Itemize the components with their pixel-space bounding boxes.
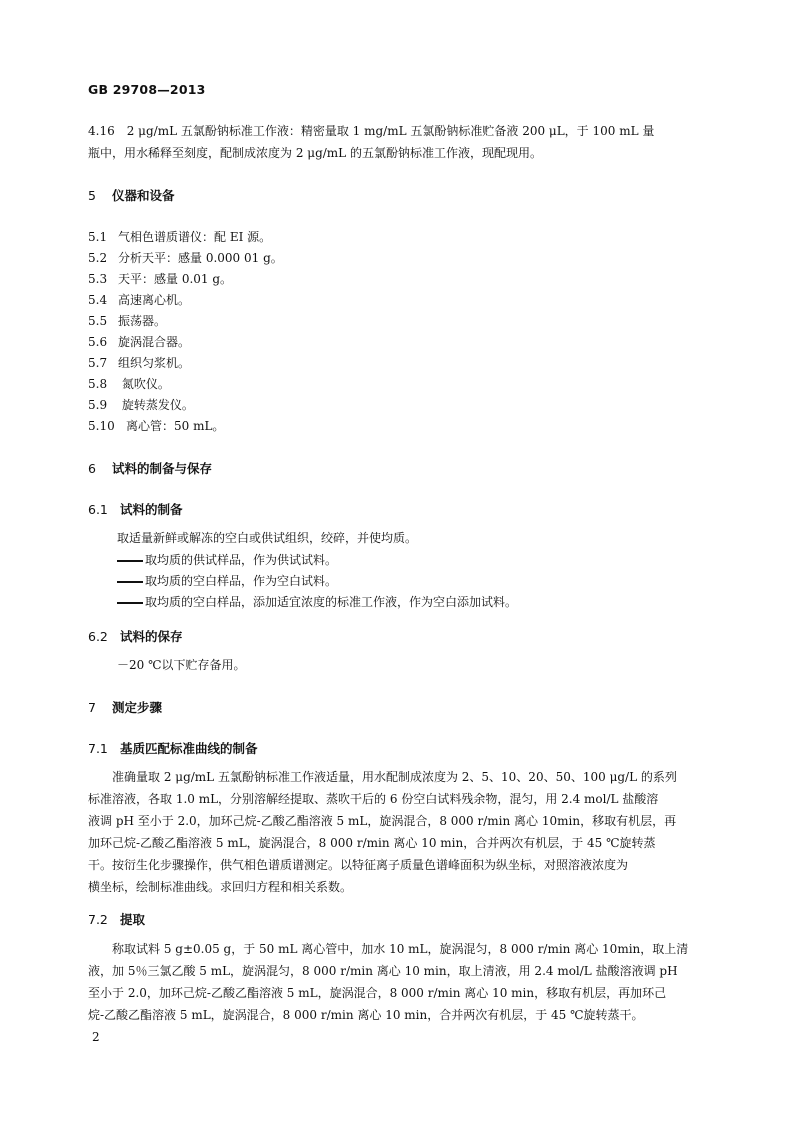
item-number: 5.4 <box>88 293 108 307</box>
subsection-number: 6.1 <box>88 502 108 517</box>
section-number: 6 <box>88 461 96 476</box>
item-text: 组织匀浆机。 <box>118 356 191 370</box>
paragraph: －20 ℃以下贮存备用。 <box>117 658 246 672</box>
dash-item <box>117 551 337 568</box>
item-text: 高速离心机。 <box>118 293 191 307</box>
list-item <box>88 249 283 266</box>
subsection-number: 6.2 <box>88 629 108 644</box>
section-5-heading <box>88 186 175 204</box>
item-text: 离心管：50 mL。 <box>126 419 225 433</box>
section-number: 7 <box>88 700 96 715</box>
item-number: 5.1 <box>88 230 108 244</box>
subsection-title: 提取 <box>120 912 146 927</box>
item-number: 5.9 <box>88 398 108 412</box>
item-number: 5.2 <box>88 251 108 265</box>
section-title: 测定步骤 <box>112 700 163 715</box>
item-text: 天平：感量 0.01 g。 <box>118 272 233 286</box>
subsection-number: 7.1 <box>88 741 108 756</box>
section-title: 仪器和设备 <box>112 188 175 203</box>
list-item <box>88 291 190 308</box>
item-number: 5.3 <box>88 272 108 286</box>
subsection-title: 试料的制备 <box>120 502 183 517</box>
list-item <box>88 396 194 413</box>
item-number: 5.5 <box>88 314 108 328</box>
section-6-2-heading <box>88 627 183 645</box>
dash-item-text: 取均质的空白样品，添加适宜浓度的标准工作液，作为空白添加试料。 <box>145 595 518 609</box>
paragraph-line: 至小于 2.0，加环己烷-乙酸乙酯溶液 5 mL，旋涡混合，8 000 r/min 离心 10 min，移取有机层，再加环己 <box>88 986 667 1000</box>
subsection-title: 试料的保存 <box>120 629 183 644</box>
section-7-1-heading <box>88 739 258 757</box>
item-number: 5.8 <box>88 377 108 391</box>
clause-4-16-line-2: 瓶中，用水稀释至刻度，配制成浓度为 2 μg/mL 的五氯酚钠标准工作液，现配现用。 <box>88 146 542 160</box>
item-text: 旋涡混合器。 <box>118 335 191 349</box>
list-item <box>88 228 271 245</box>
standard-code: GB 29708—2013 <box>88 82 206 97</box>
paragraph: 取适量新鲜或解冻的空白或供试组织，绞碎，并使均质。 <box>117 531 418 545</box>
paragraph-line: 烷-乙酸乙酯溶液 5 mL，旋涡混合，8 000 r/min 离心 10 min，合并两次有机层，于 45 ℃旋转蒸干。 <box>88 1008 644 1022</box>
section-6-heading <box>88 459 212 477</box>
subsection-title: 基质匹配标准曲线的制备 <box>120 741 258 756</box>
dash-mark <box>117 581 143 583</box>
dash-mark <box>117 560 143 562</box>
item-text: 气相色谱质谱仪：配 EI 源。 <box>118 230 272 244</box>
dash-item-text: 取均质的供试样品，作为供试试料。 <box>145 553 338 567</box>
item-text: 氮吹仪。 <box>118 377 170 391</box>
list-item <box>88 375 170 392</box>
clause-4-16-line-1: 4.16 2 μg/mL 五氯酚钠标准工作液：精密量取 1 mg/mL 五氯酚钠标准贮备液 200 μL，于 100 mL 量 <box>88 124 655 138</box>
item-number: 5.6 <box>88 335 108 349</box>
dash-item-text: 取均质的空白样品，作为空白试料。 <box>145 574 338 588</box>
item-text: 分析天平：感量 0.000 01 g。 <box>118 251 283 265</box>
item-text: 振荡器。 <box>118 314 167 328</box>
section-7-heading <box>88 698 162 716</box>
section-number: 5 <box>88 188 96 203</box>
section-7-2-heading <box>88 910 145 928</box>
paragraph-line: 横坐标，绘制标准曲线。求回归方程和相关系数。 <box>88 880 353 894</box>
list-item <box>88 270 232 287</box>
paragraph-line: 称取试料 5 g±0.05 g，于 50 mL 离心管中，加水 10 mL，旋涡混匀，8 000 r/min 离心 10min，取上清 <box>88 942 689 956</box>
list-item <box>88 312 166 329</box>
section-title: 试料的制备与保存 <box>112 461 213 476</box>
item-number: 5.7 <box>88 356 108 370</box>
list-item <box>88 354 190 371</box>
item-text: 旋转蒸发仪。 <box>118 398 194 412</box>
page-number: 2 <box>92 1030 100 1044</box>
item-number: 5.10 <box>88 419 115 433</box>
section-6-1-heading <box>88 500 183 518</box>
dash-mark <box>117 602 143 604</box>
paragraph-line: 标准溶液，各取 1.0 mL，分别溶解经提取、蒸吹干后的 6 份空白试料残余物，混匀，用 2.4 mol/L 盐酸溶 <box>88 792 659 806</box>
paragraph-line: 准确量取 2 μg/mL 五氯酚钠标准工作液适量，用水配制成浓度为 2、5、10、20、50、100 μg/L 的系列 <box>88 770 677 784</box>
paragraph-line: 液调 pH 至小于 2.0，加环己烷-乙酸乙酯溶液 5 mL，旋涡混合，8 000 r/min 离心 10min，移取有机层，再 <box>88 814 677 828</box>
subsection-number: 7.2 <box>88 912 108 927</box>
list-item <box>88 333 190 350</box>
list-item <box>88 417 224 434</box>
paragraph-line: 液，加 5％三氯乙酸 5 mL，旋涡混匀，8 000 r/min 离心 10 min，取上清液，用 2.4 mol/L 盐酸溶液调 pH <box>88 964 678 978</box>
dash-item <box>117 572 337 589</box>
dash-item <box>117 593 517 610</box>
paragraph-line: 加环己烷-乙酸乙酯溶液 5 mL，旋涡混合，8 000 r/min 离心 10 min，合并两次有机层，于 45 ℃旋转蒸 <box>88 836 656 850</box>
paragraph-line: 干。按衍生化步骤操作，供气相色谱质谱测定。以特征离子质量色谱峰面积为纵坐标，对照溶液浓度为 <box>88 858 629 872</box>
